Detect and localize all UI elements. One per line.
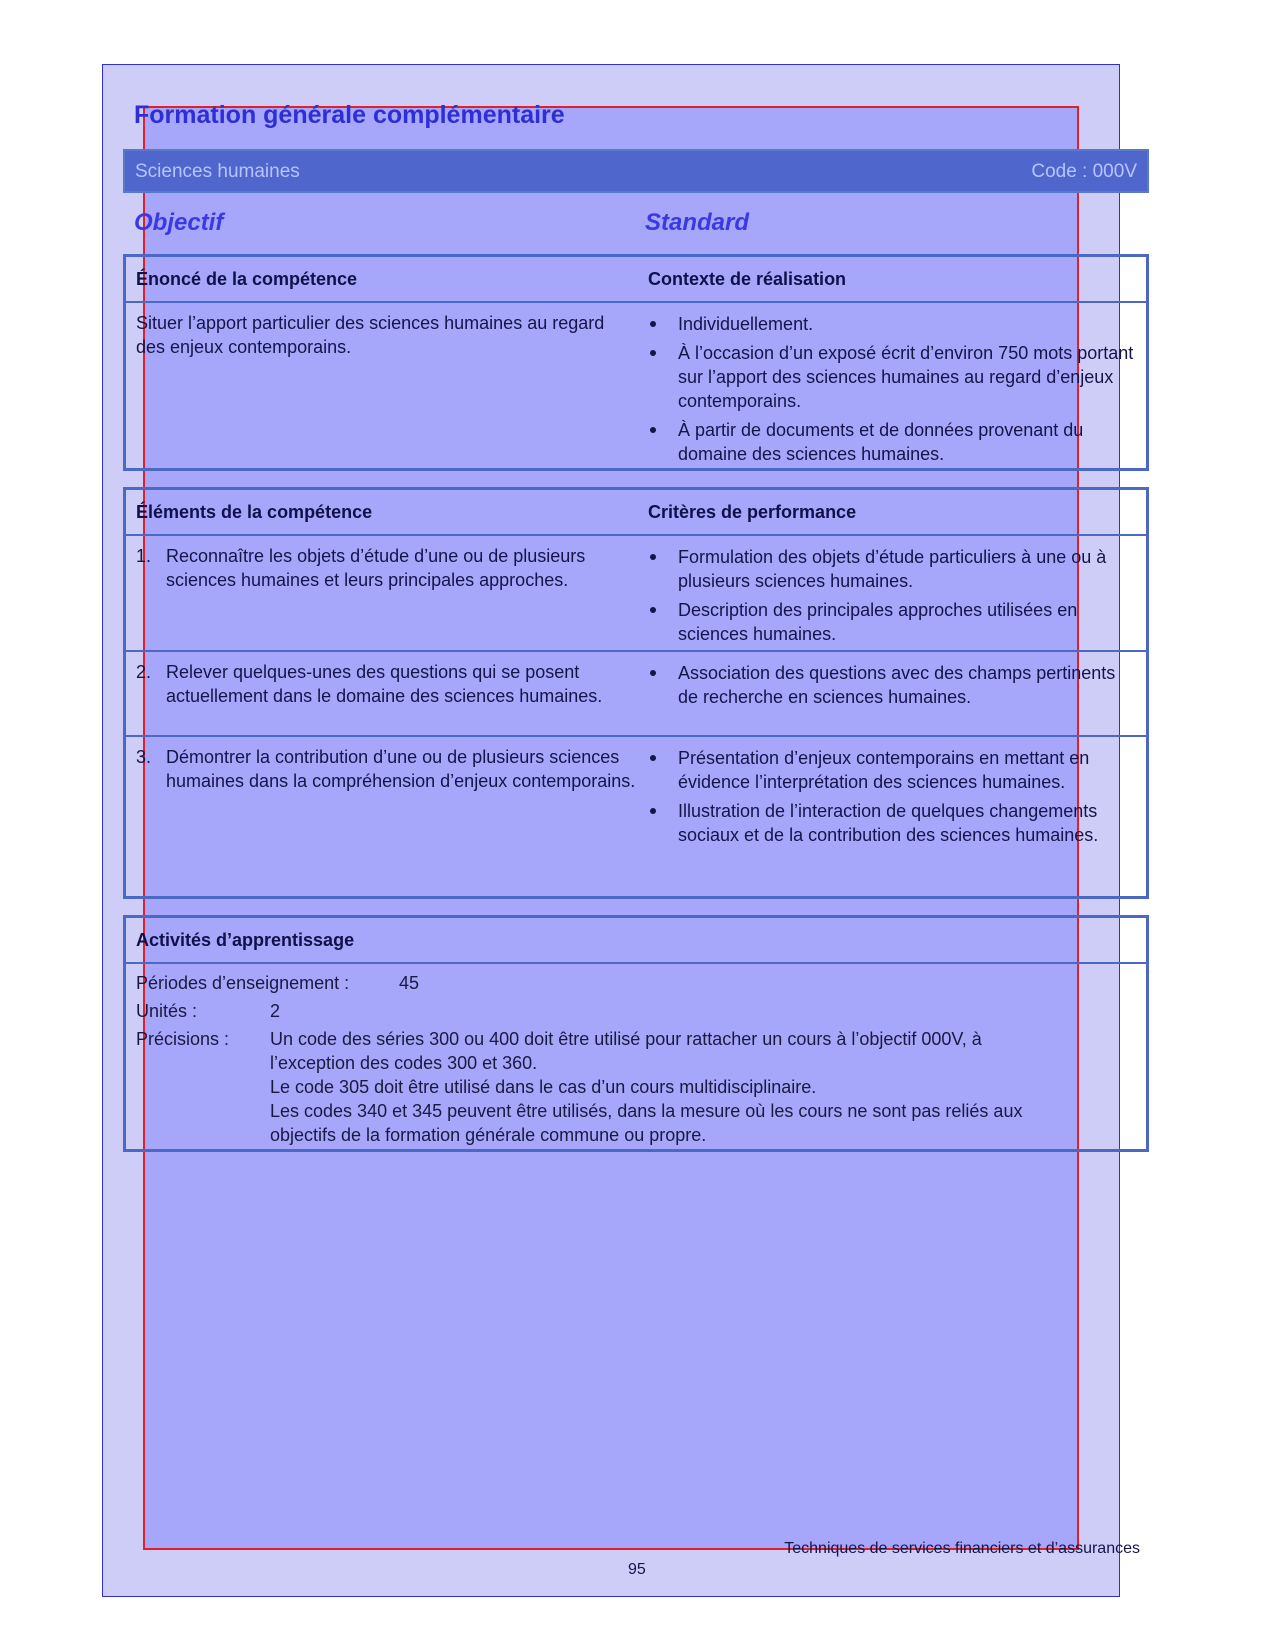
unites-row <box>126 999 1146 1027</box>
activites-header: Activités d’apprentissage <box>136 930 355 950</box>
critere-item: Formulation des objets d’étude particuliers à une ou à plusieurs sciences humaines. <box>648 545 1138 593</box>
contexte-header: Contexte de réalisation <box>648 269 847 289</box>
competence-content-row <box>126 303 1146 469</box>
elements-box <box>123 487 1149 899</box>
subject-band <box>123 149 1149 193</box>
critere-item: Illustration de l’interaction de quelques changements sociaux et de la contribution des sciences humaines. <box>648 799 1138 847</box>
enonce-header: Énoncé de la compétence <box>136 269 358 289</box>
element-row <box>126 536 1146 652</box>
unites-label: Unités : <box>136 1001 198 1021</box>
critere-item: Association des questions avec des champs pertinents de recherche en sciences humaines. <box>648 661 1138 709</box>
contexte-item: À partir de documents et de données provenant du domaine des sciences humaines. <box>648 418 1138 466</box>
element-text: 2. Relever quelques-unes des questions qui se posent actuellement dans le domaine des sciences humaines. <box>136 662 603 706</box>
page-number: 95 <box>628 1561 646 1578</box>
precisions-row <box>126 1027 1146 1152</box>
subject-code: Code : 000V <box>1031 161 1137 182</box>
criteres-list <box>648 661 1138 714</box>
criteres-header: Critères de performance <box>648 502 857 522</box>
activites-box <box>123 915 1149 1152</box>
enonce-text: Situer l’apport particulier des sciences humaines au regard des enjeux contemporains. <box>136 313 605 357</box>
periodes-label: Périodes d’enseignement : <box>136 973 350 993</box>
periodes-row <box>126 971 1146 999</box>
precisions-text: Un code des séries 300 ou 400 doit être utilisé pour rattacher un cours à l’objectif 000V, à l’exception des codes 300 et 360. Le code 305 doit être utilisé dans le cas d’un cours multidisciplinaire. Les codes 340 et 345 peuvent être utilisés, dans la mesure où les cours ne sont pas reliés aux objectifs de la formation générale commune ou propre. <box>270 1029 1023 1145</box>
critere-item: Description des principales approches utilisées en sciences humaines. <box>648 598 1138 646</box>
critere-item: Présentation d’enjeux contemporains en mettant en évidence l’interprétation des sciences humaines. <box>648 746 1138 794</box>
element-text: 1. Reconnaître les objets d’étude d’une ou de plusieurs sciences humaines et leurs principales approches. <box>136 546 586 590</box>
standard-heading: Standard <box>645 209 750 236</box>
contexte-list <box>648 312 1138 471</box>
elements-header: Éléments de la compétence <box>136 502 373 522</box>
subject-name: Sciences humaines <box>135 161 300 182</box>
contexte-item: Individuellement. <box>648 312 1138 336</box>
competence-box <box>123 254 1149 471</box>
objectif-heading: Objectif <box>134 209 224 236</box>
criteres-list <box>648 545 1138 651</box>
activites-header-row <box>126 918 1146 964</box>
page-title: Formation générale complémentaire <box>134 101 565 129</box>
element-row <box>126 652 1146 737</box>
footer-program: Techniques de services financiers et d’assurances <box>784 1540 1140 1557</box>
element-text: 3. Démontrer la contribution d’une ou de plusieurs sciences humaines dans la compréhension d’enjeux contemporains. <box>136 747 636 791</box>
precisions-label: Précisions : <box>136 1029 230 1049</box>
competence-header-row <box>126 257 1146 303</box>
criteres-list <box>648 746 1138 852</box>
elements-header-row <box>126 490 1146 536</box>
element-row <box>126 737 1146 897</box>
unites-value: 2 <box>270 1001 281 1021</box>
contexte-item: À l’occasion d’un exposé écrit d’environ 750 mots portant sur l’apport des sciences humaines au regard d’enjeux contemporains. <box>648 341 1138 413</box>
periodes-value: 45 <box>399 973 420 993</box>
